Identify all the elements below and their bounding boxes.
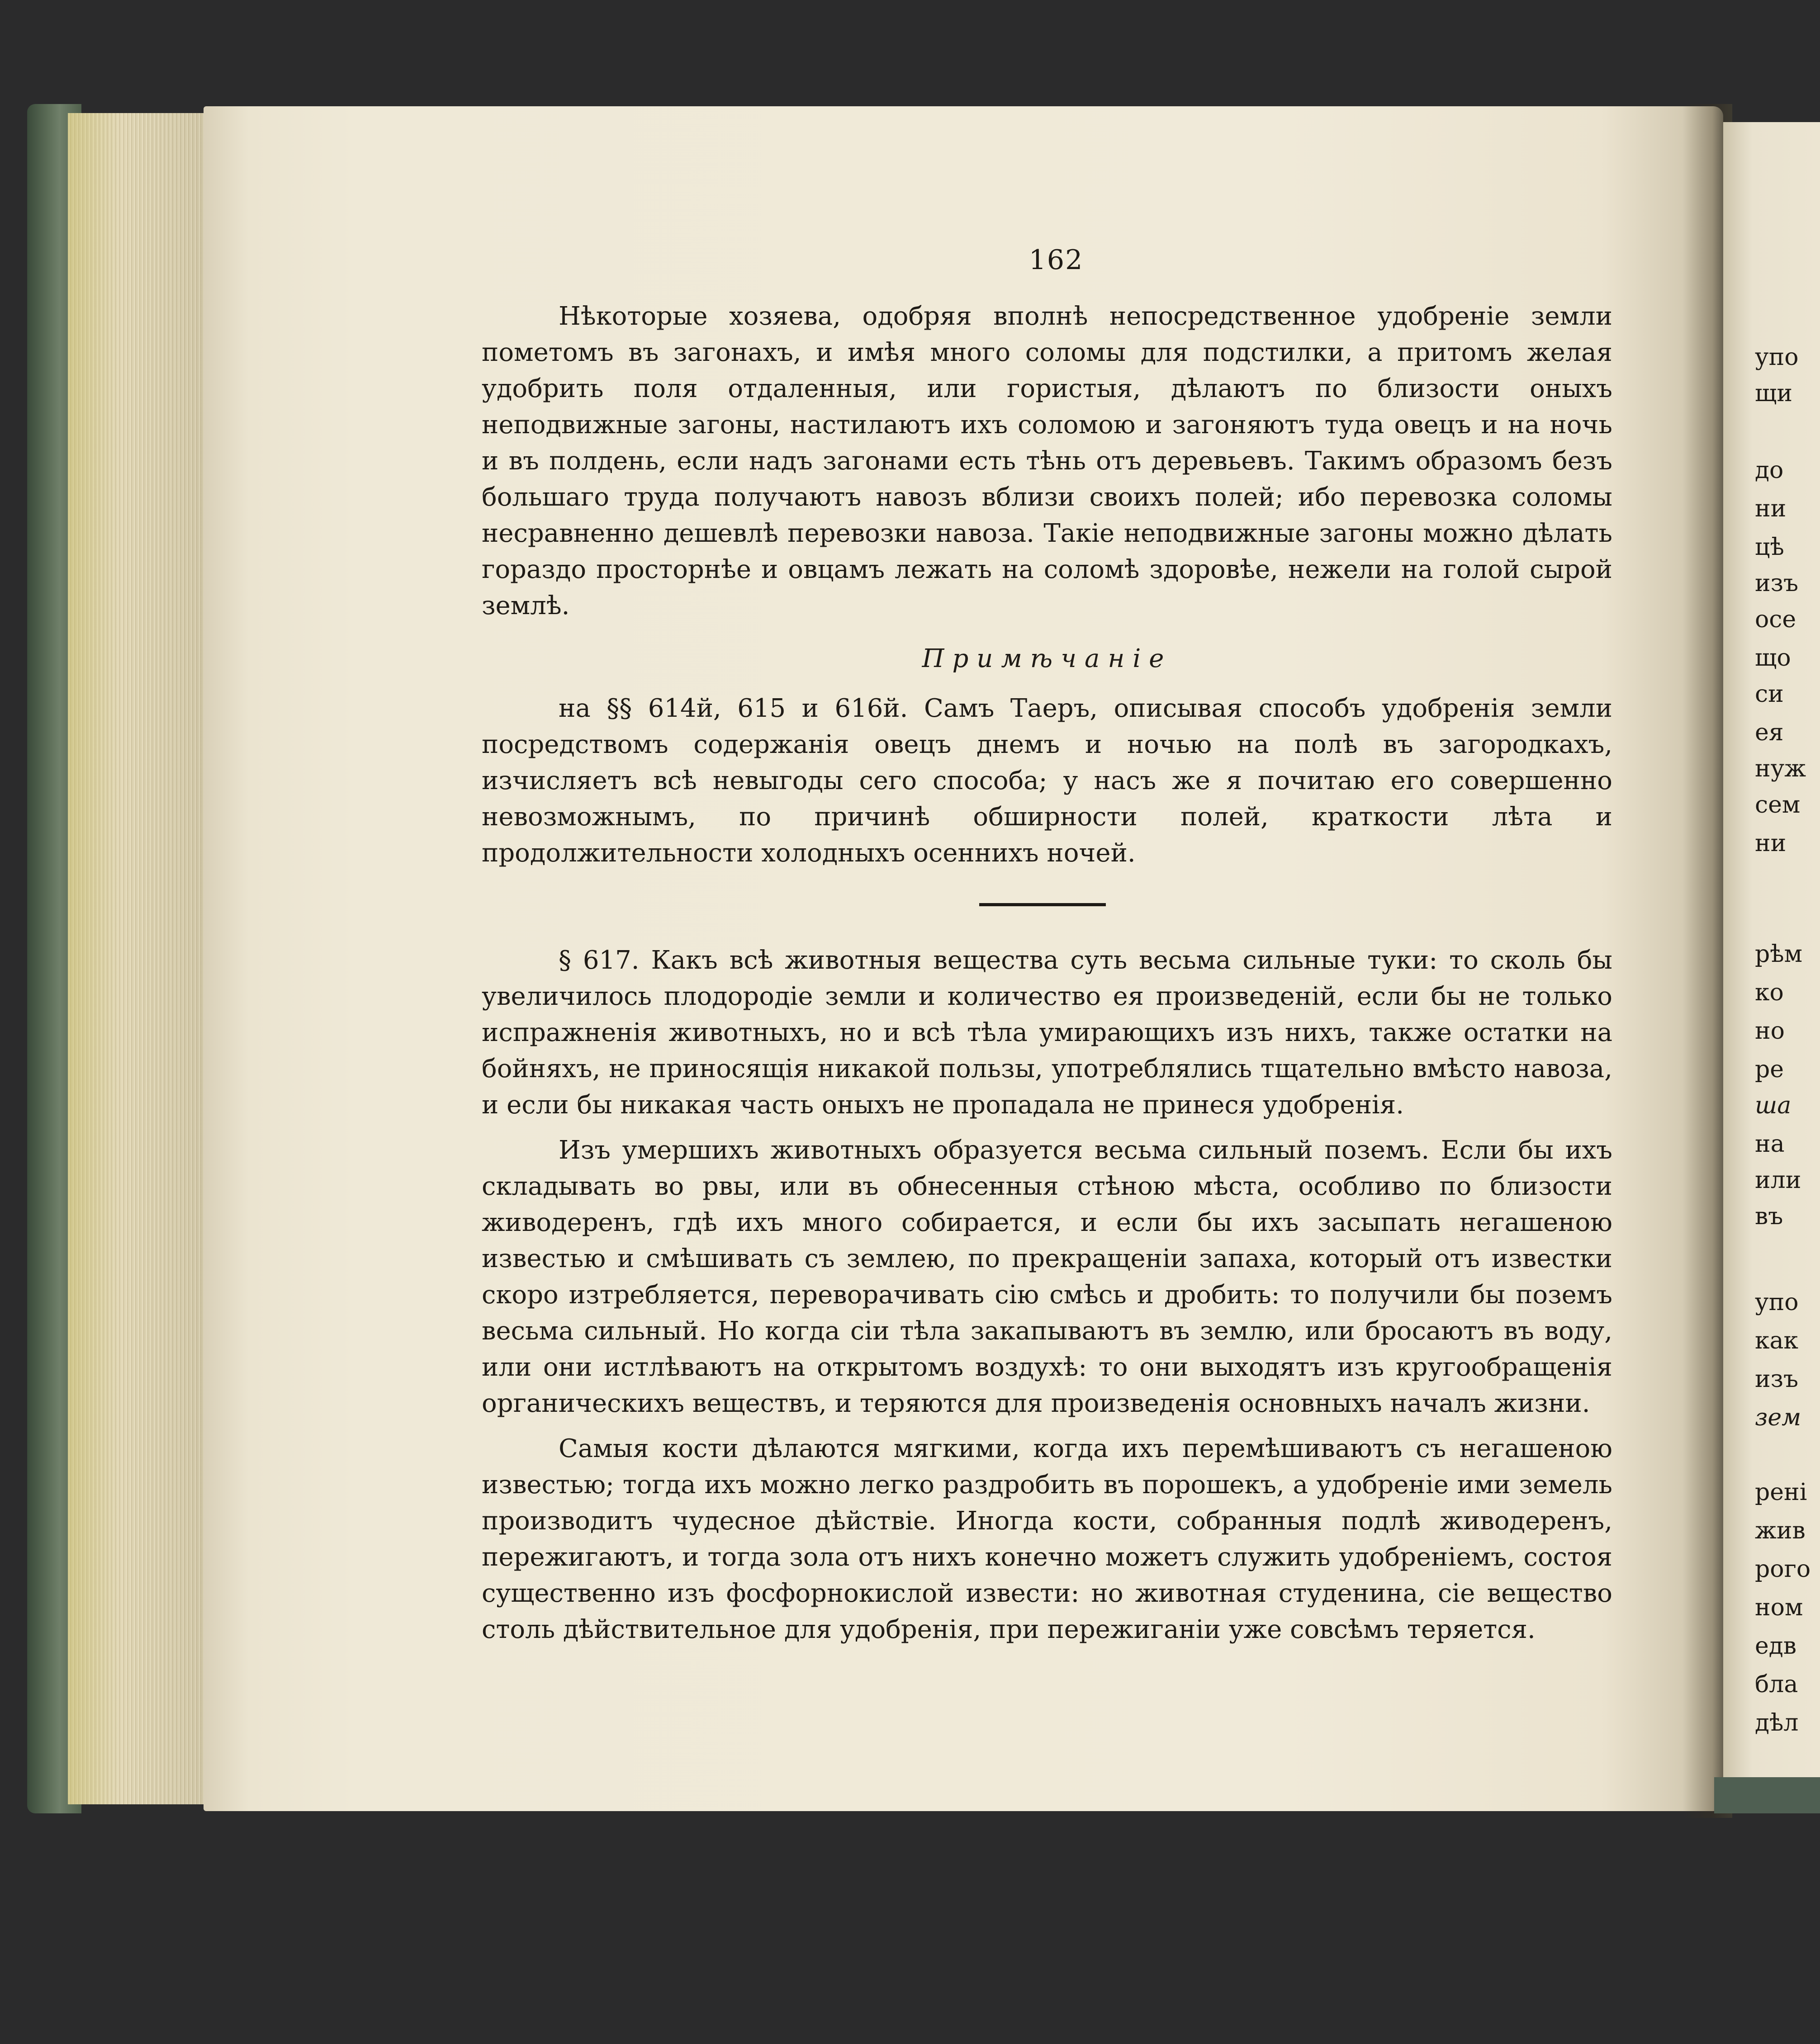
right-fragment: или xyxy=(1755,1167,1801,1194)
paragraph: Изъ умершихъ животныхъ образуется весьма сильный поземъ. Если бы ихъ складывать во рвы, или въ обнесенныя стѣною мѣста, особливо по близости живодеренъ, гдѣ ихъ много собирается, и если бы ихъ засыпать негашеною известью и смѣшивать съ землею, по прекращеніи запаха, который отъ известки скоро изтребляется, переворачивать сію смѣсь и дробить: то получили бы поземъ весьма сильный. Но когда сіи тѣла закапываютъ въ землю, или бросаютъ въ воду, или они истлѣваютъ на открытомъ воздухѣ: то они выходятъ изъ кругообращенія органическихъ веществъ, и теряются для произведенія основныхъ началъ жизни. xyxy=(482,1136,1612,1418)
page-number: 162 xyxy=(1028,244,1084,276)
right-fragment: изъ xyxy=(1755,1366,1799,1393)
right-fragment: цѣ xyxy=(1755,534,1784,561)
right-fragment: упо xyxy=(1755,344,1799,371)
page-text-block xyxy=(482,244,1612,1648)
right-fragment: как xyxy=(1755,1327,1799,1354)
paragraph: Самыя кости дѣлаются мягкими, когда ихъ перемѣшиваютъ съ негашеною известью; тогда ихъ можно легко раздробить въ порошекъ, а удобреніе ими земель производитъ чудесное дѣйствіе. Иногда кости, собранныя подлѣ живодеренъ, пережигаютъ, и тогда зола отъ нихъ конечно можетъ служить удобреніемъ, состоя существенно изъ фосфорнокислой извести: но животная студенина, сіе вещество столь дѣйствительное для удобренія, при пережиганіи уже совсѣмъ теряется. xyxy=(482,1434,1612,1644)
right-fragment: щи xyxy=(1755,380,1793,407)
right-fragment: ном xyxy=(1755,1594,1803,1621)
right-fragment: ни xyxy=(1755,495,1787,522)
right-fragment: но xyxy=(1755,1017,1785,1045)
right-fragment: до xyxy=(1755,457,1784,484)
right-fragment: осе xyxy=(1755,606,1796,633)
right-fragment: упо xyxy=(1755,1289,1799,1316)
right-fragment: що xyxy=(1755,644,1791,672)
right-fragment: жив xyxy=(1755,1517,1806,1544)
right-fragment: сем xyxy=(1755,791,1801,819)
right-fragment: рѣм xyxy=(1755,941,1803,968)
right-fragment: ея xyxy=(1755,719,1784,746)
right-fragment: изъ xyxy=(1755,570,1799,597)
section-divider xyxy=(979,903,1106,906)
right-fragment: дѣл xyxy=(1755,1709,1799,1736)
right-fragment: едв xyxy=(1755,1632,1797,1660)
right-fragment: нуж xyxy=(1755,755,1806,782)
right-fragment: зем xyxy=(1755,1404,1801,1431)
right-cover-board xyxy=(1714,1777,1820,1813)
right-fragment: рені xyxy=(1755,1479,1807,1506)
right-fragment: ни xyxy=(1755,830,1787,857)
right-fragment: ре xyxy=(1755,1056,1784,1083)
paragraph: Нѣкоторые хозяева, одобряя вполнѣ непосредственное удобреніе земли пометомъ въ загонахъ, и имѣя много соломы для подстилки, а притомъ желая удобрить поля отдаленныя, или гористыя, дѣлаютъ по близости оныхъ неподвижные загоны, настилаютъ ихъ соломою и загоняютъ туда овецъ и на ночь и въ полдень, если надъ загонами есть тѣнь отъ деревьевъ. Такимъ образомъ безъ большаго труда получаютъ навозъ вблизи своихъ полей; ибо перевозка соломы несравненно дешевлѣ перевозки навоза. Такіе неподвижные загоны можно дѣлать гораздо просторнѣе и овцамъ лежать на соломѣ здоровѣе, нежели на голой сырой землѣ. xyxy=(482,302,1612,620)
right-fragment: ко xyxy=(1755,979,1784,1006)
right-fragment: бла xyxy=(1755,1671,1798,1698)
right-fragment: въ xyxy=(1755,1203,1783,1230)
note-heading: Примѣчаніе xyxy=(922,644,1172,673)
page-edges-shade xyxy=(68,113,217,1804)
right-fragment: рого xyxy=(1755,1556,1811,1583)
note-paragraph: на §§ 614й, 615 и 616й. Самъ Таеръ, описывая способъ удобренія земли посредствомъ содержанія овецъ днемъ и ночью на полѣ въ загородкахъ, изчисляетъ всѣ невыгоды сего способа; у насъ же я почитаю его совершенно невозможнымъ, по причинѣ обширности полей, краткости лѣта и продолжительности холодныхъ осеннихъ ночей. xyxy=(482,694,1612,868)
right-fragment: на xyxy=(1755,1131,1785,1158)
paragraph: § 617. Какъ всѣ животныя вещества суть весьма сильные туки: то сколь бы увеличилось плодородіе земли и количество ея произведеній, если бы не только испражненія животныхъ, но и всѣ тѣла умирающихъ изъ нихъ, также остатки на бойняхъ, не приносящія никакой пользы, употреблялись тщательно вмѣсто навоза, и если бы никакая часть оныхъ не пропадала не принеся удобренія. xyxy=(482,946,1612,1120)
right-fragment: ша xyxy=(1755,1092,1792,1119)
right-fragment: си xyxy=(1755,681,1784,708)
